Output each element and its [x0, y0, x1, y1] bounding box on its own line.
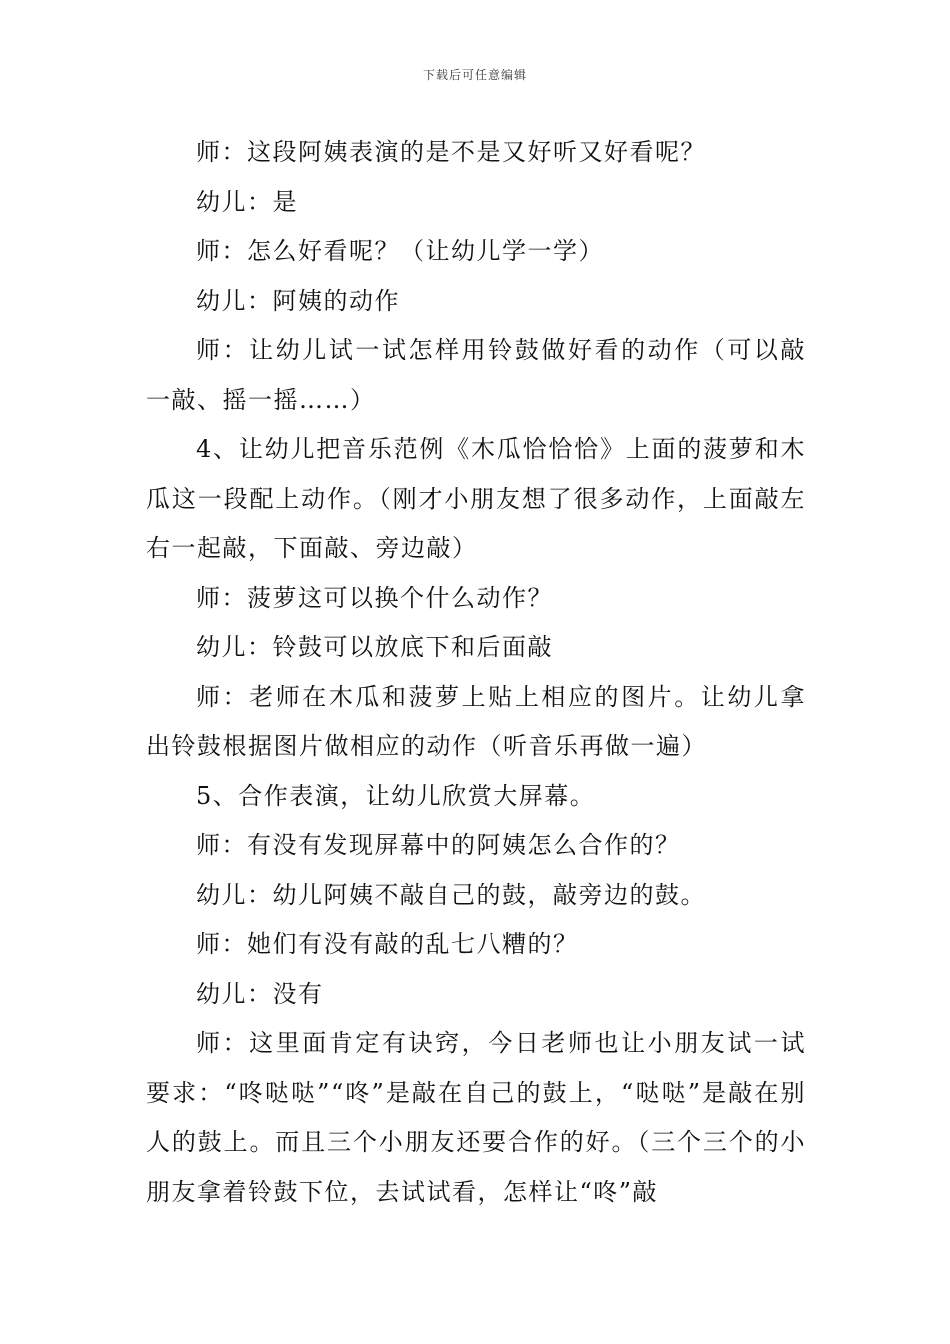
paragraph: 师：有没有发现屏幕中的阿姨怎么合作的？ [196, 831, 681, 859]
paragraph: 幼儿：幼儿阿姨不敲自己的鼓，敲旁边的鼓。 [196, 880, 706, 909]
paragraph: 师：这里面肯定有诀窍，今日老师也让小朋友试一试要求：“咚哒哒”“咚”是敲在自己的鼓上，“哒哒”是敲在别人的鼓上。而且三个小朋友还要合作的好。（三个三个的小朋友拿着铃鼓下位，去试试看，怎样让“咚”敲 [146, 1029, 806, 1206]
paragraph: 师：让幼儿试一试怎样用铃鼓做好看的动作（可以敲一敲、摇一摇……） [146, 336, 806, 414]
paragraph: 幼儿：是 [196, 187, 298, 216]
document-body [146, 128, 806, 1217]
paragraph: 5、合作表演，让幼儿欣赏大屏幕。 [196, 781, 596, 810]
paragraph: 师：老师在木瓜和菠萝上贴上相应的图片。让幼儿拿出铃鼓根据图片做相应的动作（听音乐再做一遍） [146, 682, 806, 760]
paragraph: 师：怎么好看呢？（让幼儿学一学） [196, 237, 604, 265]
paragraph: 幼儿：没有 [196, 979, 324, 1008]
paragraph: 师：这段阿姨表演的是不是又好听又好看呢？ [196, 138, 706, 166]
paragraph: 幼儿：阿姨的动作 [196, 286, 400, 315]
page-header-note: 下载后可任意编辑 [422, 68, 527, 82]
paragraph: 师：她们有没有敲的乱七八糟的？ [196, 930, 579, 958]
paragraph: 师：菠萝这可以换个什么动作？ [196, 583, 553, 612]
paragraph: 4、让幼儿把音乐范例《木瓜恰恰恰》上面的菠萝和木瓜这一段配上动作。（刚才小朋友想了很多动作，上面敲左右一起敲，下面敲、旁边敲） [146, 435, 806, 562]
paragraph: 幼儿：铃鼓可以放底下和后面敲 [196, 633, 553, 661]
